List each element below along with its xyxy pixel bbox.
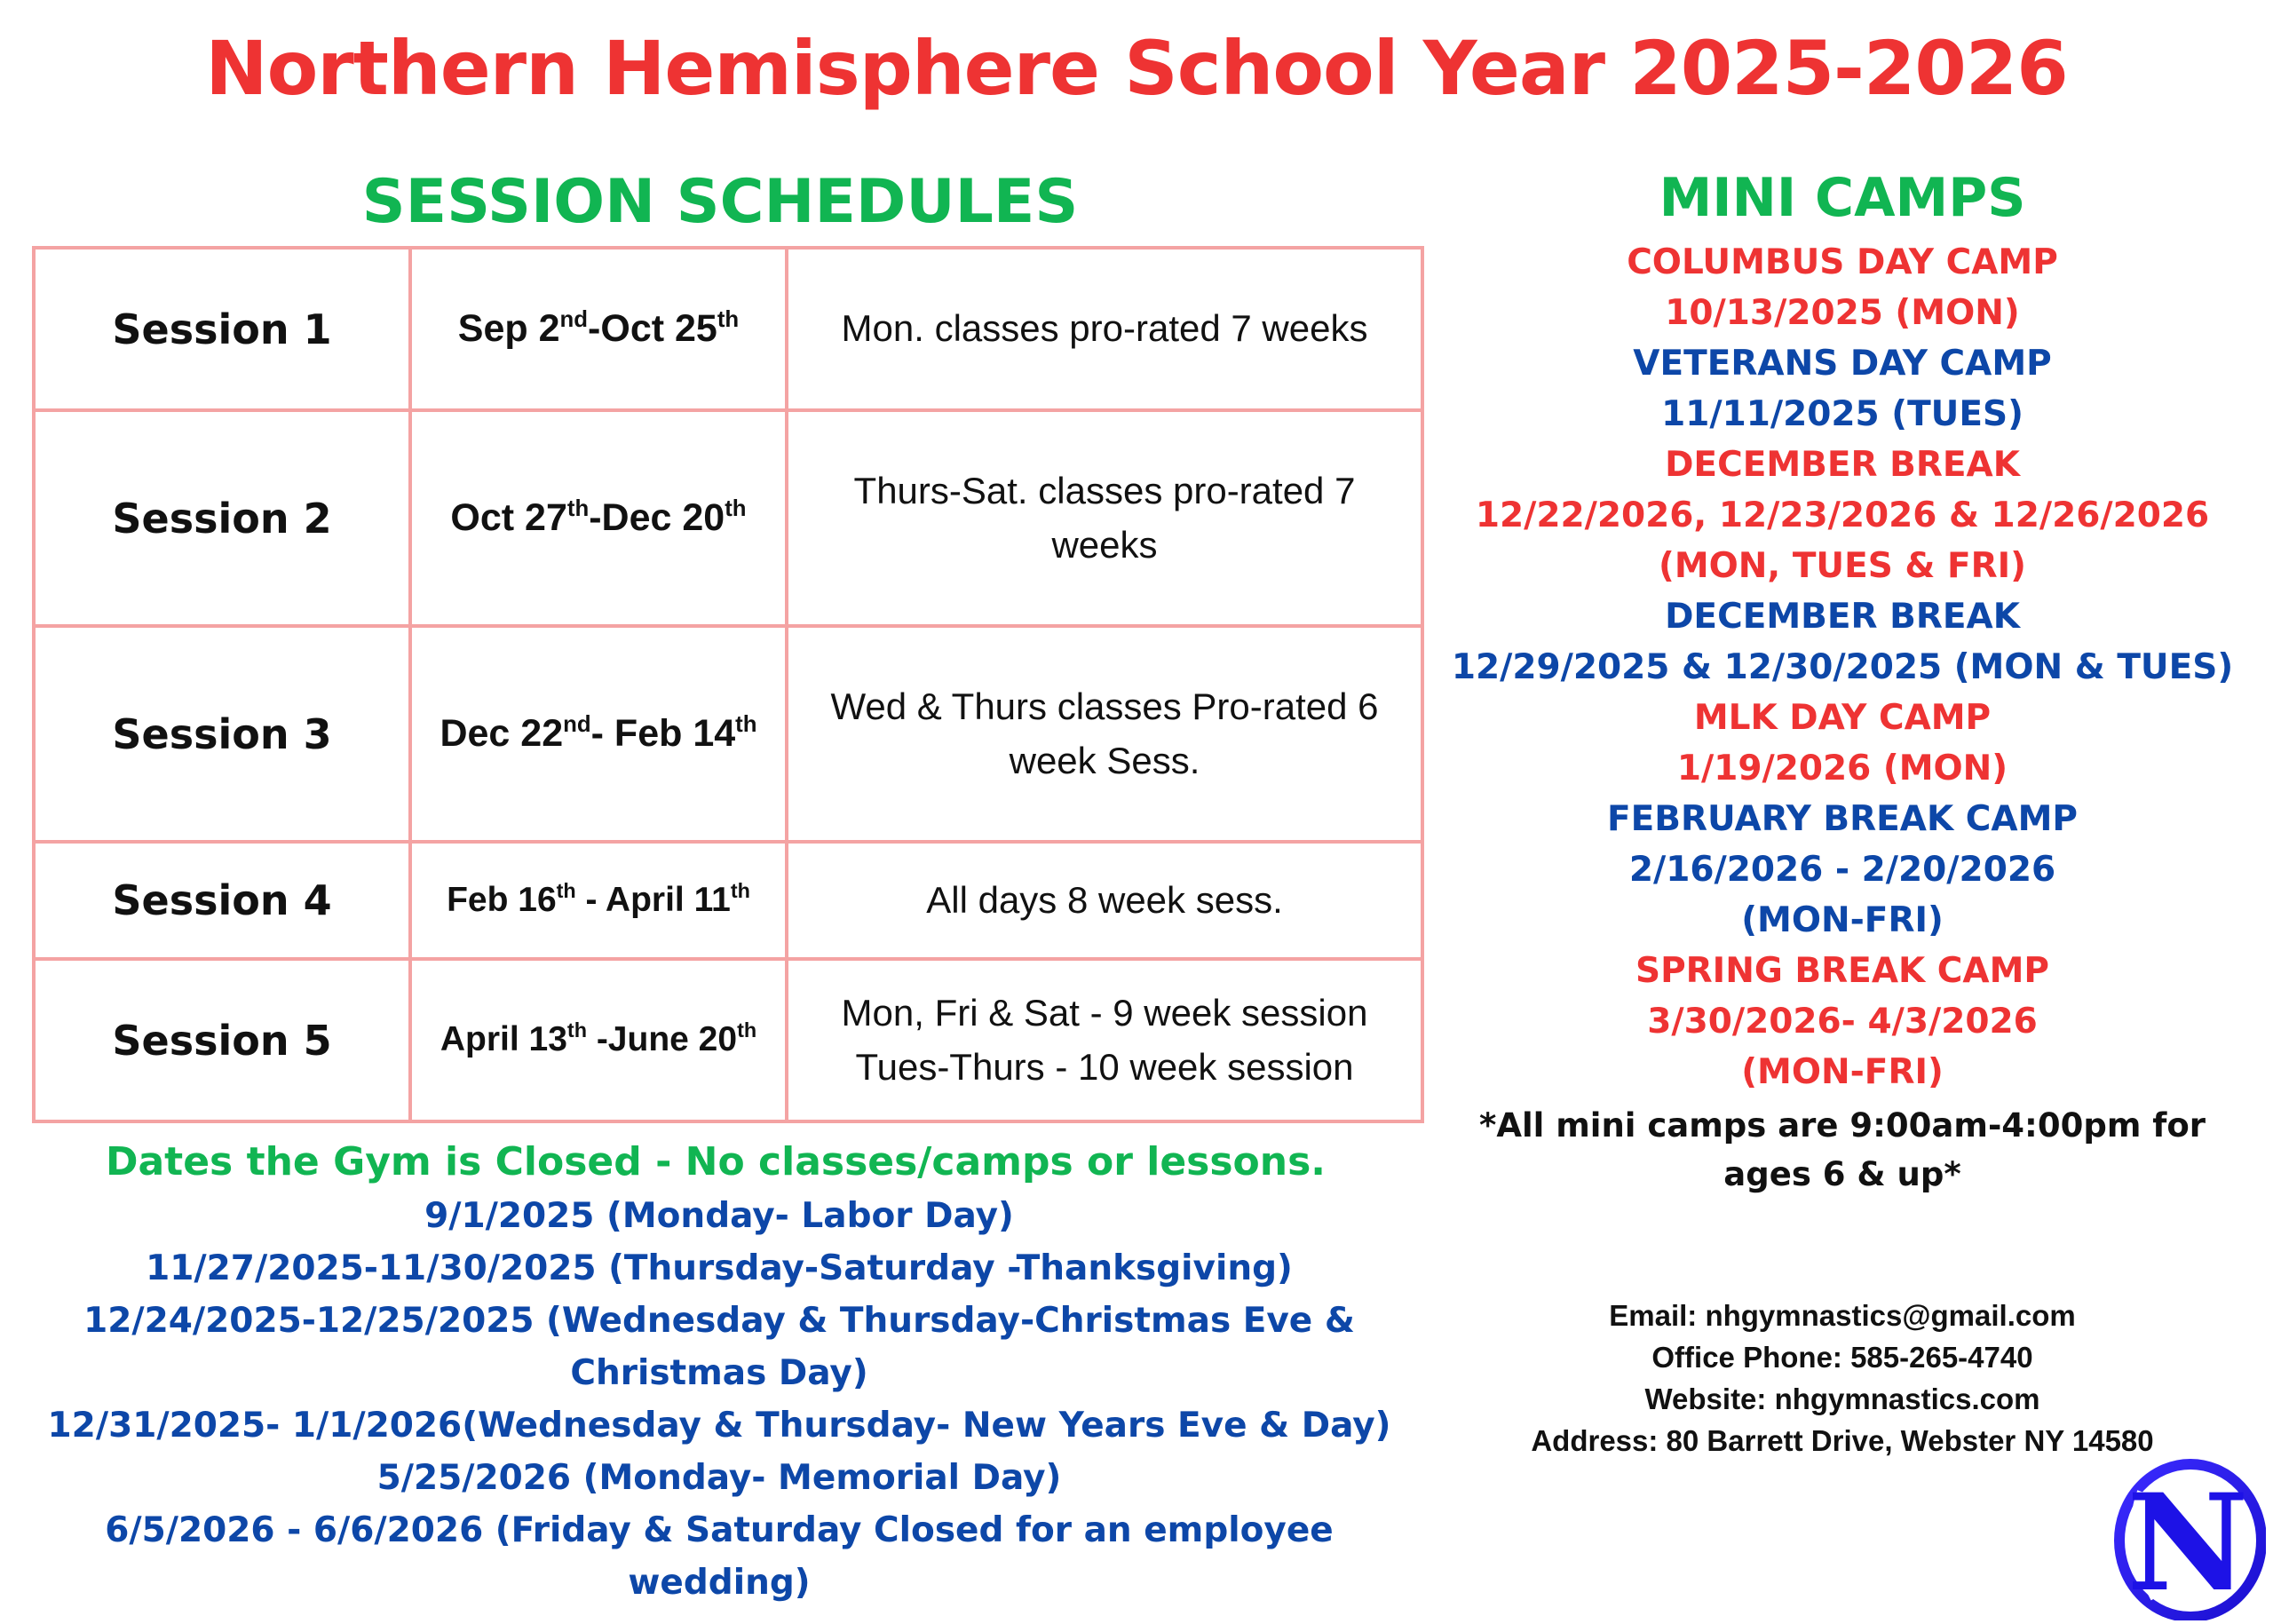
contact-email: Email: nhgymnastics@gmail.com xyxy=(1609,1299,2076,1332)
mini-camps-note: *All mini camps are 9:00am-4:00pm for ages 6 & up* xyxy=(1478,1106,2206,1193)
list-item: (MON-FRI) xyxy=(1741,1052,1944,1092)
closed-dates-heading: Dates the Gym is Closed - No classes/camps or lessons. xyxy=(105,1139,1327,1184)
session-schedule-table xyxy=(32,246,1424,1123)
session-name: Session 2 xyxy=(34,410,410,626)
contact-info xyxy=(1456,1295,2229,1462)
session-dates: Feb 16th - April 11th xyxy=(410,842,787,959)
list-item: 12/29/2025 & 12/30/2025 (MON & TUES) xyxy=(1451,647,2234,687)
list-item: VETERANS DAY CAMP xyxy=(1633,344,2052,384)
list-item: COLUMBUS DAY CAMP xyxy=(1627,242,2058,282)
session-name: Session 5 xyxy=(34,959,410,1121)
session-dates: Dec 22nd- Feb 14th xyxy=(410,626,787,842)
table-row xyxy=(34,626,1422,842)
session-dates: Sep 2nd-Oct 25th xyxy=(410,248,787,410)
list-item: 5/25/2026 (Monday- Memorial Day) xyxy=(376,1458,1062,1498)
page-title: Northern Hemisphere School Year 2025-2026 xyxy=(205,25,2068,112)
session-schedules-heading: SESSION SCHEDULES xyxy=(361,167,1079,237)
list-item: 9/1/2025 (Monday- Labor Day) xyxy=(424,1196,1014,1236)
session-name: Session 3 xyxy=(34,626,410,842)
list-item: 12/24/2025-12/25/2025 (Wednesday & Thursday-Christmas Eve & xyxy=(83,1301,1355,1341)
contact-website: Website: nhgymnastics.com xyxy=(1644,1382,2040,1415)
session-notes: All days 8 week sess. xyxy=(787,842,1422,959)
list-item: 6/5/2026 - 6/6/2026 (Friday & Saturday Closed for an employee xyxy=(105,1510,1334,1550)
list-item: 11/27/2025-11/30/2025 (Thursday-Saturday -Thanksgiving) xyxy=(146,1248,1293,1288)
session-notes: Thurs-Sat. classes pro-rated 7 weeks xyxy=(787,410,1422,626)
list-item: (MON-FRI) xyxy=(1741,900,1944,940)
list-item: 12/22/2026, 12/23/2026 & 12/26/2026 xyxy=(1475,495,2210,535)
closed-dates-list xyxy=(18,1190,1421,1609)
list-item: 2/16/2026 - 2/20/2026 xyxy=(1628,850,2056,890)
table-row xyxy=(34,842,1422,959)
session-dates: Oct 27th-Dec 20th xyxy=(410,410,787,626)
session-dates: April 13th -June 20th xyxy=(410,959,787,1121)
session-notes: Mon. classes pro-rated 7 weeks xyxy=(787,248,1422,410)
list-item: wedding) xyxy=(628,1563,811,1603)
mini-camps-list xyxy=(1438,237,2246,1097)
list-item: FEBRUARY BREAK CAMP xyxy=(1607,799,2078,839)
list-item: DECEMBER BREAK xyxy=(1665,445,2020,485)
logo-letter: N xyxy=(2126,1465,2249,1620)
session-name: Session 4 xyxy=(34,842,410,959)
mini-camps-heading: MINI CAMPS xyxy=(1659,167,2026,229)
contact-phone: Office Phone: 585-265-4740 xyxy=(1651,1341,2033,1374)
list-item: 12/31/2025- 1/1/2026(Wednesday & Thursday- New Years Eve & Day) xyxy=(47,1406,1391,1446)
list-item: 11/11/2025 (TUES) xyxy=(1661,394,2024,434)
session-notes: Mon, Fri & Sat - 9 week session Tues-Thurs - 10 week session xyxy=(787,959,1422,1121)
contact-address: Address: 80 Barrett Drive, Webster NY 14580 xyxy=(1531,1424,2154,1457)
nh-logo-icon xyxy=(2106,1456,2266,1620)
list-item: Christmas Day) xyxy=(570,1353,868,1393)
list-item: SPRING BREAK CAMP xyxy=(1635,951,2050,991)
table-row xyxy=(34,959,1422,1121)
session-notes: Wed & Thurs classes Pro-rated 6 week Sess. xyxy=(787,626,1422,842)
list-item: 10/13/2025 (MON) xyxy=(1665,293,2020,333)
table-row xyxy=(34,410,1422,626)
list-item: MLK DAY CAMP xyxy=(1693,698,1992,738)
list-item: (MON, TUES & FRI) xyxy=(1659,546,2026,586)
list-item: 1/19/2026 (MON) xyxy=(1676,749,2008,788)
list-item: DECEMBER BREAK xyxy=(1665,597,2020,637)
table-row xyxy=(34,248,1422,410)
session-name: Session 1 xyxy=(34,248,410,410)
list-item: 3/30/2026- 4/3/2026 xyxy=(1647,1002,2038,1042)
